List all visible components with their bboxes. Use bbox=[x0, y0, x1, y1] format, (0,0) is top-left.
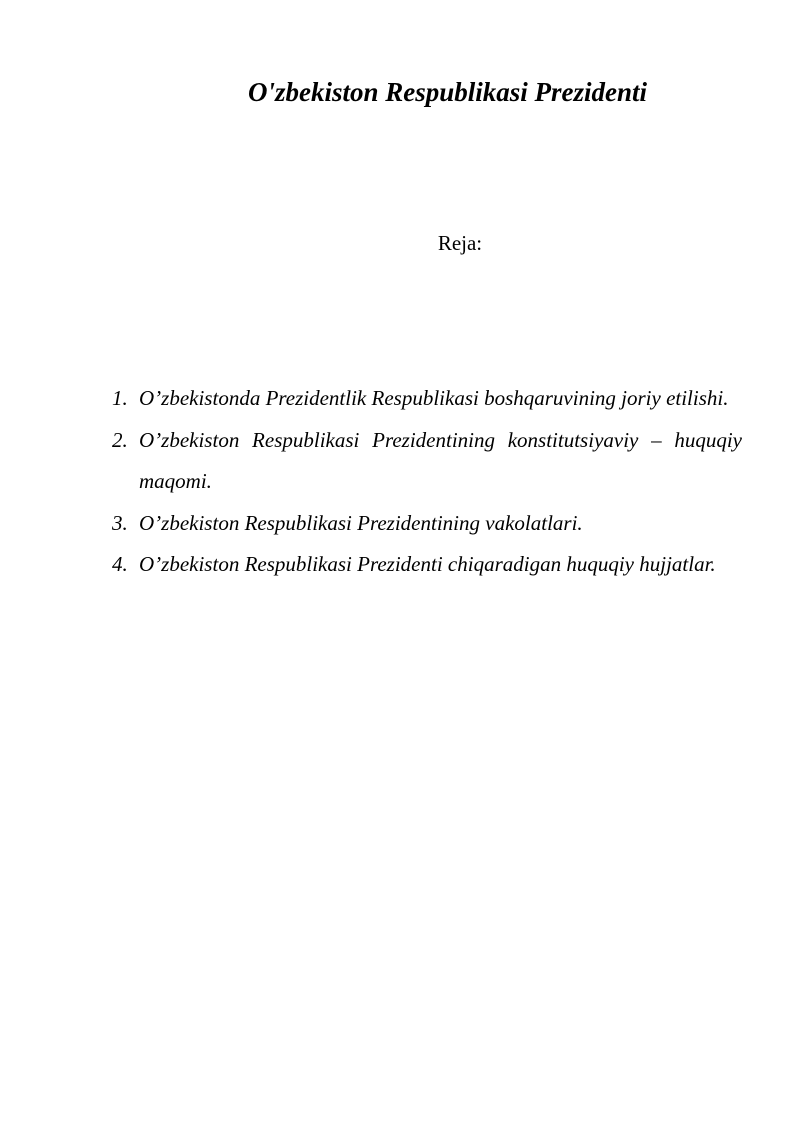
plan-item-2 bbox=[112, 420, 742, 503]
plan-list bbox=[112, 378, 742, 586]
plan-item-1 bbox=[112, 378, 742, 420]
plan-item-4 bbox=[112, 544, 742, 586]
plan-item-number: 2. bbox=[112, 427, 128, 452]
plan-item-number: 1. bbox=[112, 386, 128, 410]
plan-item-text: O’zbekiston Respublikasi Prezidentining konstitutsiyaviy – huquqiy maqomi. bbox=[139, 427, 742, 493]
plan-item-3 bbox=[112, 503, 742, 545]
plan-heading: Reja: bbox=[437, 231, 483, 255]
plan-item-text: O’zbekistonda Prezidentlik Respublikasi boshqaruvining joriy etilishi. bbox=[139, 386, 729, 410]
plan-item-text: O’zbekiston Respublikasi Prezidenti chiqaradigan huquqiy hujjatlar. bbox=[139, 552, 716, 576]
plan-item-number: 4. bbox=[112, 552, 128, 576]
document-title: O'zbekiston Respublikasi Prezidenti bbox=[247, 77, 648, 107]
plan-item-text: O’zbekiston Respublikasi Prezidentining vakolatlari. bbox=[139, 510, 583, 535]
plan-item-number: 3. bbox=[112, 510, 128, 535]
